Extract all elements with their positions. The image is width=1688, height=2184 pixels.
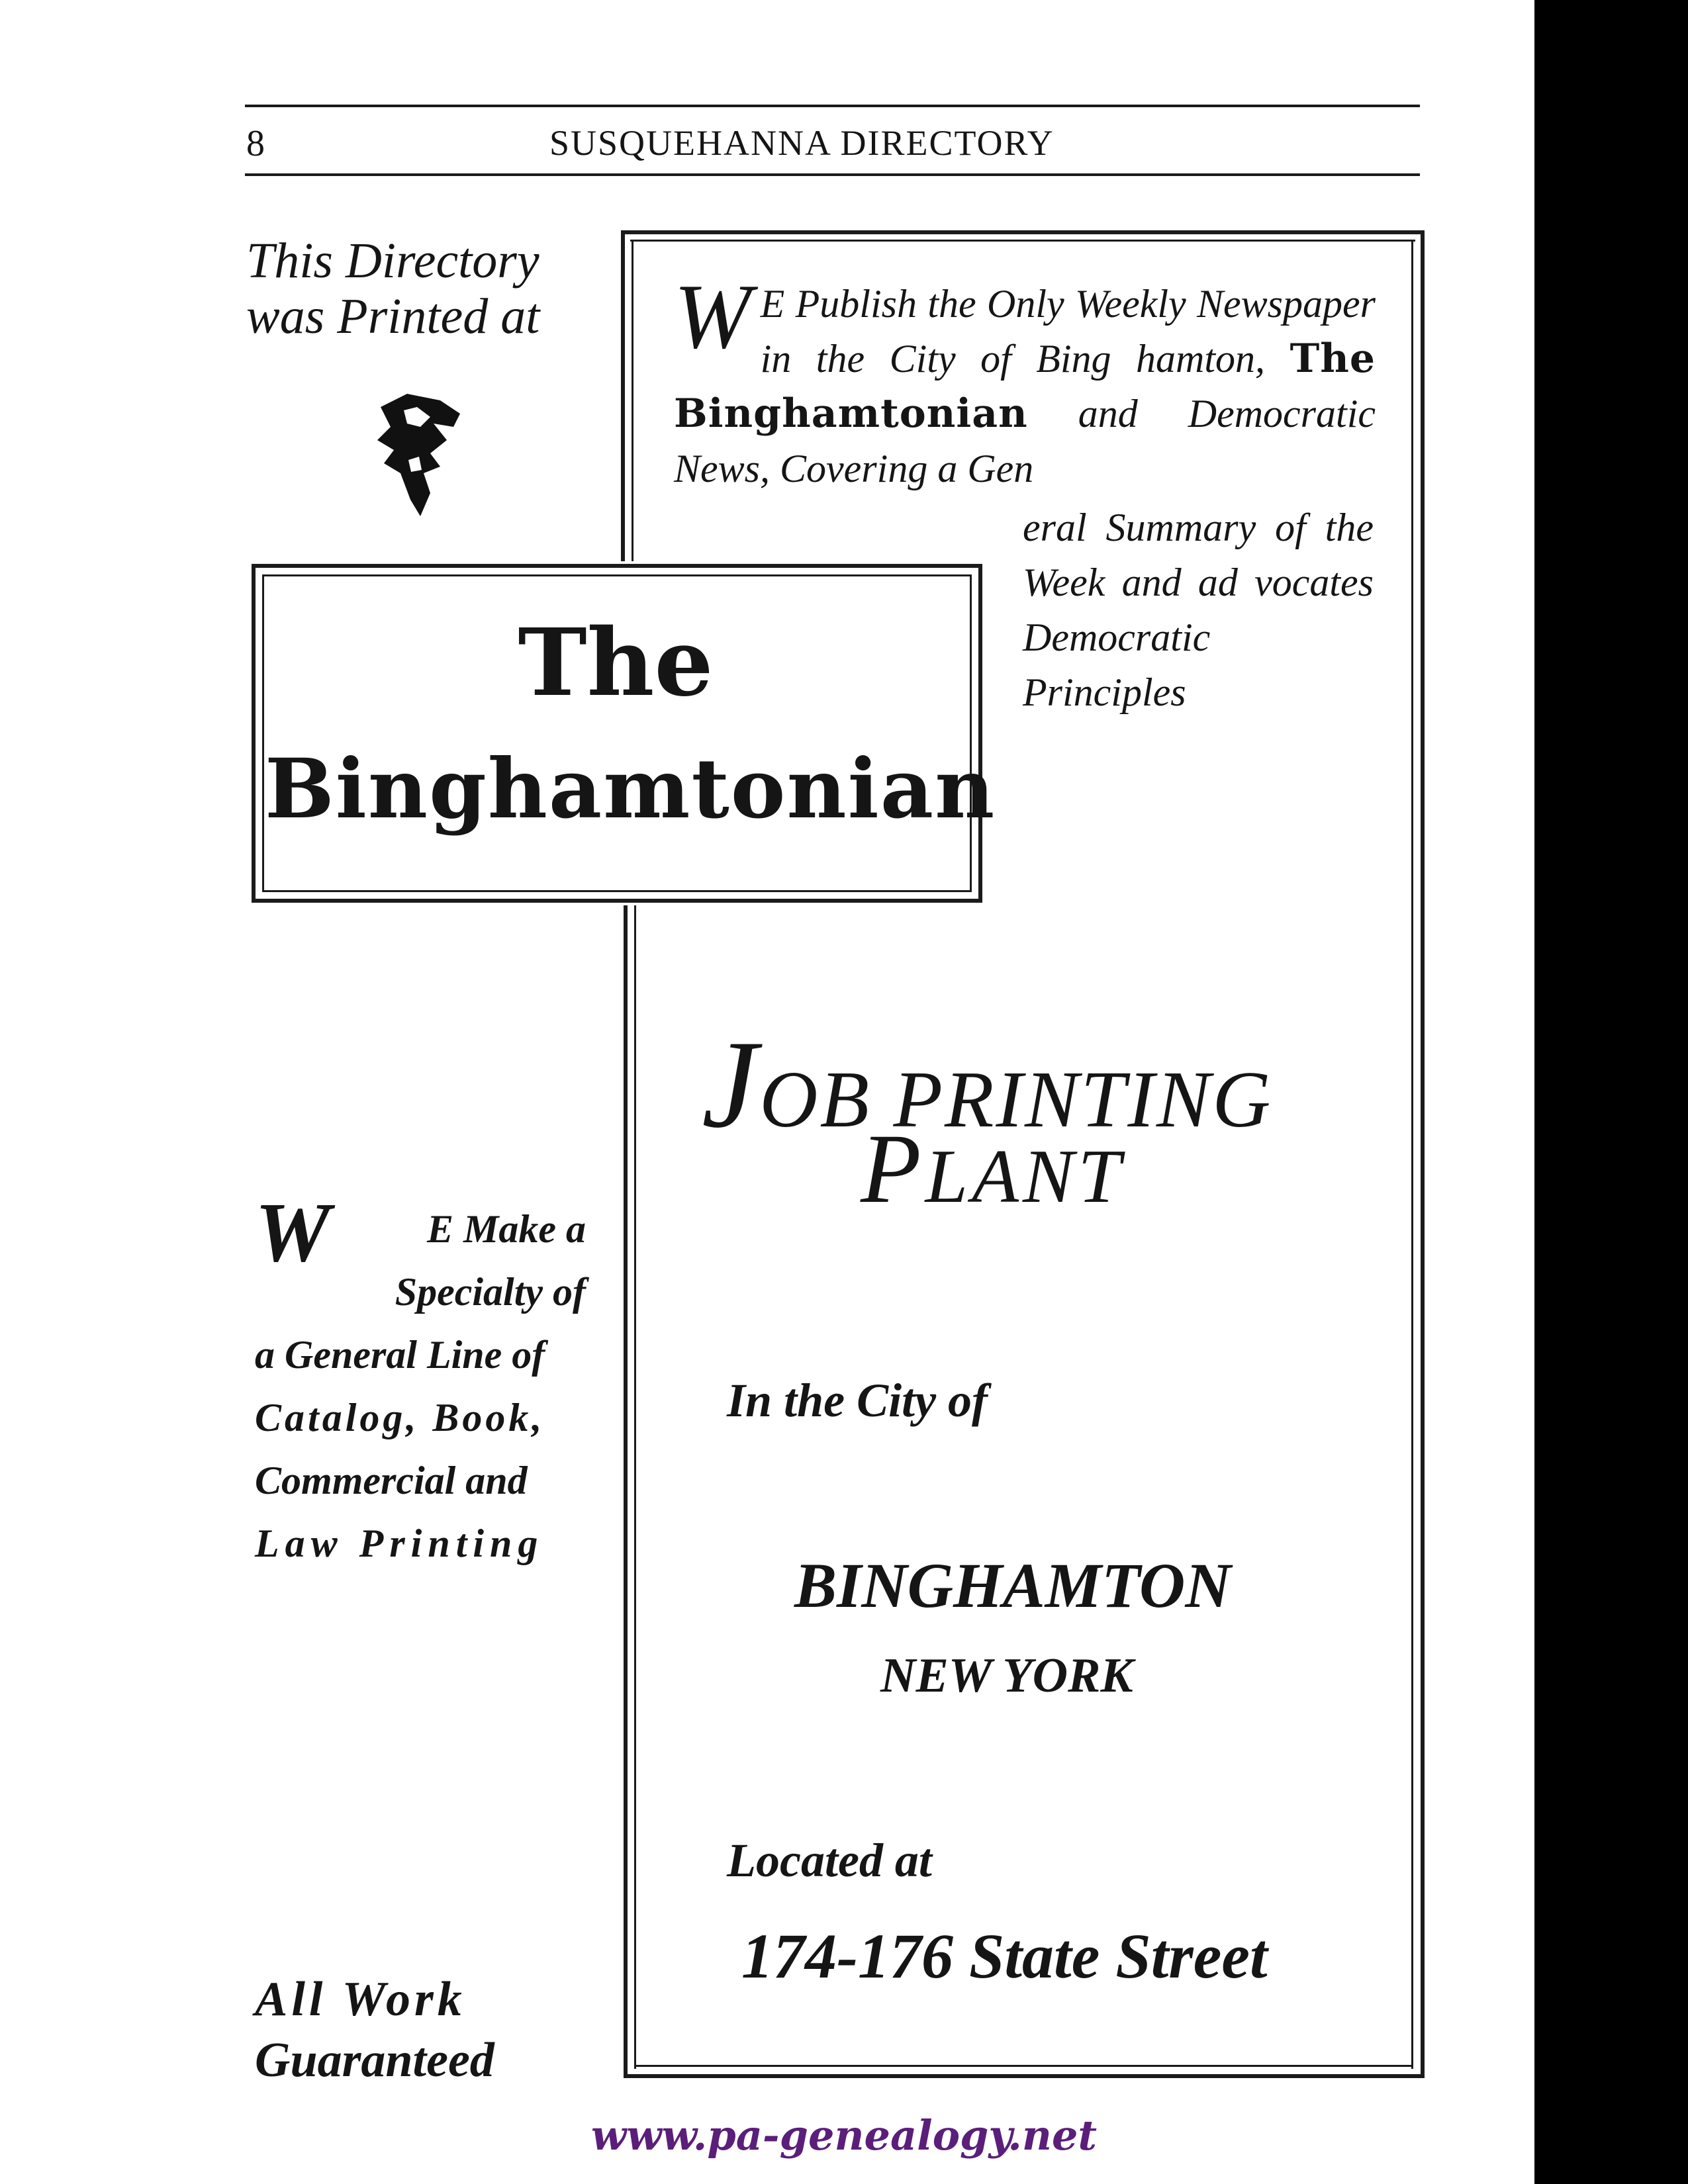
frame-left-outer-lower [624,905,628,2078]
frame-left-inner-lower [634,905,636,2069]
website-watermark: www.pa-genealogy.net [590,2111,1098,2160]
specialty-line-3: a General Line of [255,1333,545,1377]
plant-initial: P [861,1114,925,1224]
frame-bottom-outer [624,2074,1425,2078]
running-head: SUSQUEHANNA DIRECTORY [549,123,1055,163]
state-name: NEW YORK [880,1649,1133,1703]
specialty-line-5: Commercial and [255,1459,528,1502]
publish-text-after-name: and Democratic News, Covering a Gen [674,392,1376,490]
plant-rest: LANT [925,1134,1125,1219]
printed-at-text [246,233,590,344]
specialty-line-1-text: E Make a [427,1207,586,1251]
specialty-dropcap: W [255,1185,330,1279]
publish-dropcap: W [674,265,751,368]
publish-newspaper-name: The Binghamtonian [674,336,1376,437]
header-top-rule [245,105,1420,107]
plant-heading [861,1112,1125,1226]
located-at-text: Located at [727,1834,932,1887]
specialty-text [255,1185,586,1575]
guarantee-line-2: Guaranteed [255,2033,494,2087]
guarantee-text [255,1969,494,2091]
pointing-hand-emblem-icon [367,387,473,520]
masthead-title: Binghamtonian [265,741,996,837]
specialty-line-2: Specialty of [395,1270,586,1314]
page-number: 8 [246,123,265,164]
city-name: BINGHAMTON [794,1550,1231,1621]
frame-right-inner [1411,240,1413,2069]
newspaper-ad-frame-top-inner [630,240,1415,242]
city-of-text: In the City of [727,1374,988,1427]
frame-left-inner-upper [632,240,633,561]
publish-text-before-name: E Publish the Only Weekly Newspaper in the City of Bing hamton, [760,282,1376,381]
job-printing-initial: J [702,1015,760,1154]
newspaper-description [674,265,1376,496]
specialty-line-4: Catalog, Book, [255,1396,545,1439]
job-printing-rest: OB PRINTING [759,1055,1273,1144]
guarantee-line-1: All Work [255,1972,466,2026]
printed-at-line-2: was Printed at [246,289,540,344]
newspaper-ad-frame-top [621,230,1425,234]
street-address: 174-176 State Street [741,1921,1268,1991]
scan-edge-shadow [1534,0,1688,2184]
printed-at-line-1: This Directory [246,233,539,289]
frame-right-outer [1421,230,1425,2078]
frame-bottom-inner [634,2065,1413,2067]
newspaper-summary: eral Summary of the Week and ad vocates Democratic Principles [1023,506,1374,714]
specialty-line-6: Law Printing [255,1522,544,1565]
header-bottom-rule [245,173,1420,176]
masthead-the: The [518,609,714,717]
frame-left-outer-upper [621,230,625,561]
